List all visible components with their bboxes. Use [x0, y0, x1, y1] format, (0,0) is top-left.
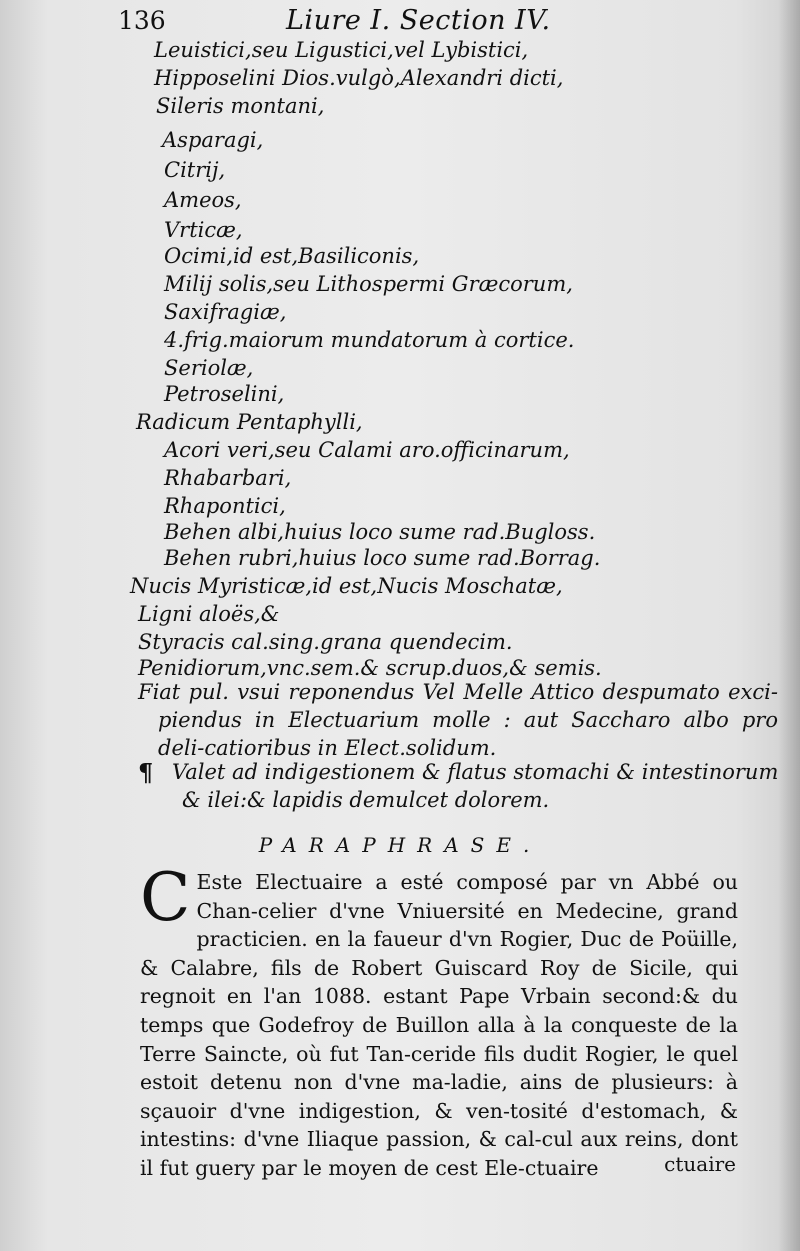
catchword: ctuaire [664, 1152, 736, 1176]
recipe-line: Nucis Myristicæ,id est,Nucis Moschatæ, [130, 574, 563, 598]
recipe-line: Acori veri,seu Calami aro.officinarum, [164, 438, 570, 462]
recipe-line: Saxifragiæ, [164, 300, 287, 324]
drop-capital: C [140, 859, 191, 936]
virtues-note [138, 758, 782, 814]
recipe-line: Ligni aloës,& [138, 602, 280, 626]
recipe-line: Asparagi, [162, 128, 264, 152]
recipe-line: Penidiorum,vnc.sem.& scrup.duos,& semis. [138, 656, 602, 680]
recipe-line: Behen albi,huius loco sume rad.Bugloss. [164, 520, 596, 544]
recipe-line: 4.frig.maiorum mundatorum à cortice. [164, 328, 575, 352]
recipe-line: Sileris montani, [156, 94, 325, 118]
recipe-line: Ameos, [164, 188, 242, 212]
recipe-line: Behen rubri,huius loco sume rad.Borrag. [164, 546, 601, 570]
note-text: Fiat pul. vsui reponendus Vel Melle Attico despumato exci-piendus in Electuarium molle : aut Saccharo albo pro deli-catioribus in Elect.solidum. [138, 680, 778, 760]
running-title: Liure I. Section IV. [286, 5, 551, 36]
paraphrase-paragraph [140, 859, 738, 1183]
recipe-line: Rhabarbari, [164, 466, 292, 490]
recipe-line: Rhapontici, [164, 494, 286, 518]
virtues-text: Valet ad indigestionem & flatus stomachi & intestinorum & ilei:& lapidis demulcet dolorem. [172, 760, 779, 812]
preparation-note [138, 678, 778, 762]
recipe-line: Milij solis,seu Lithospermi Græcorum, [164, 272, 573, 296]
recipe-line: Ocimi,id est,Basiliconis, [164, 244, 420, 268]
page-edge-shadow [778, 0, 800, 1251]
recipe-line: Petroselini, [164, 382, 285, 406]
recipe-line: Styracis cal.sing.grana quendecim. [138, 630, 513, 654]
section-heading: PARAPHRASE. [258, 833, 542, 857]
recipe-line: Vrticæ, [164, 218, 243, 242]
recipe-line: Hipposelini Dios.vulgò,Alexandri dicti, [154, 66, 564, 90]
page-number: 136 [118, 6, 166, 35]
recipe-line: Seriolæ, [164, 356, 254, 380]
recipe-line: Radicum Pentaphylli, [136, 410, 363, 434]
pilcrow-mark: ¶ [138, 758, 154, 787]
recipe-line: Citrij, [164, 158, 226, 182]
running-header [118, 4, 758, 38]
recipe-line: Leuistici,seu Ligustici,vel Lybistici, [154, 38, 529, 62]
paraphrase-text: Este Electuaire a esté composé par vn Abbé ou Chan-celier d'vne Vniuersité en Medecine, grand practicien. en la faueur d'vn Rogier, Duc de Poüille, & Calabre, fils de Robert Guiscard Roy de Sicile, qui regnoit en l'an 1088. estant Pape Vrbain second:& du temps que Godefroy de Buillon alla à la conqueste de la Terre Saincte, où fut Tan-ceride fils dudit Rogier, le quel estoit detenu non d'vne ma-ladie, ains de plusieurs: à sçauoir d'vne indigestion, & ven-tosité d'estomach, & intestins: d'vne Iliaque passion, & cal-cul aux reins, dont il fut guery par le moyen de cest Ele-ctuaire [140, 870, 738, 1180]
